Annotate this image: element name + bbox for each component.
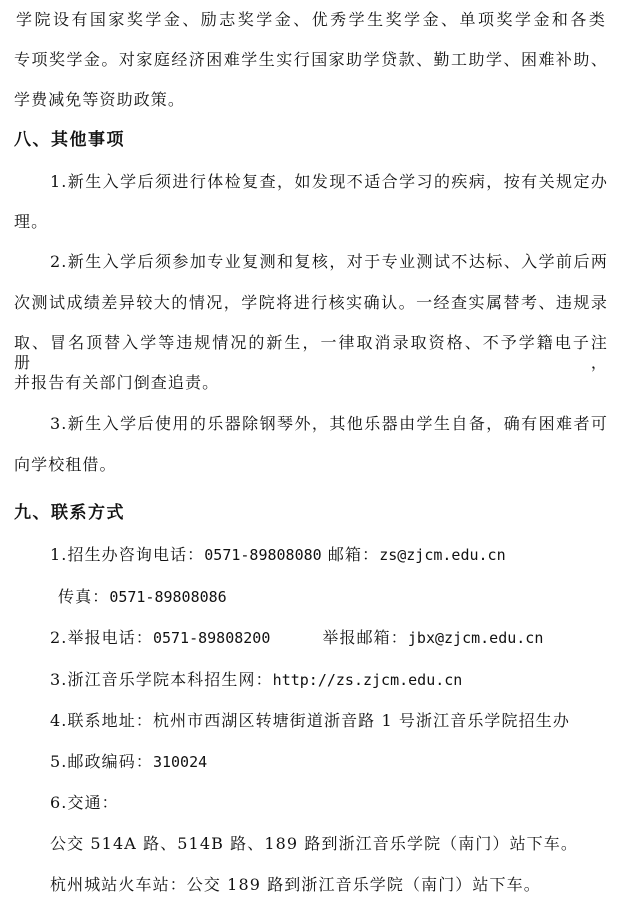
website-url: http://zs.zjcm.edu.cn xyxy=(272,671,463,689)
contact-label: 3.浙江音乐学院本科招生网： xyxy=(50,670,273,689)
contact-label: 2.举报电话： xyxy=(50,628,153,647)
paragraph-line: 次测试成绩差异较大的情况，学院将进行核实确认。一经查实属替考、违规录 xyxy=(14,293,608,312)
fax-number: 0571-89808086 xyxy=(109,588,227,606)
fax-line xyxy=(58,587,227,607)
fax-label: 传真： xyxy=(58,587,110,606)
report-line xyxy=(50,628,543,648)
paragraph-line: 2.新生入学后须参加专业复测和复核，对于专业测试不达标、入学前后两 xyxy=(50,252,608,271)
section-heading: 九、联系方式 xyxy=(14,503,125,523)
transit-line: 杭州城站火车站：公交 189 路到浙江音乐学院（南门）站下车。 xyxy=(50,875,541,894)
contact-phone-line xyxy=(50,545,506,565)
contact-label: 5.邮政编码： xyxy=(50,752,153,771)
phone-number: 0571-89808200 xyxy=(152,629,271,647)
transit-line: 公交 514A 路、514B 路、189 路到浙江音乐学院（南门）站下车。 xyxy=(50,834,578,853)
postcode-line xyxy=(50,752,207,772)
paragraph-line: 向学校租借。 xyxy=(14,455,117,474)
paragraph-line: 专项奖学金。对家庭经济困难学生实行国家助学贷款、勤工助学、困难补助、 xyxy=(14,50,608,69)
phone-number: 0571-89808080 xyxy=(204,546,322,564)
section-heading: 八、其他事项 xyxy=(14,130,125,150)
paragraph-line: 1.新生入学后须进行体检复查，如发现不适合学习的疾病，按有关规定办 xyxy=(50,172,608,191)
email-label: 举报邮箱： xyxy=(322,628,408,647)
paragraph-line: 学费减免等资助政策。 xyxy=(14,90,186,109)
paragraph-line: 学院设有国家奖学金、励志奖学金、优秀学生奖学金、单项奖学金和各类 xyxy=(16,10,606,29)
email-address: zs@zjcm.edu.cn xyxy=(379,546,506,564)
contact-label: 1.招生办咨询电话： xyxy=(50,545,205,564)
email-address: jbx@zjcm.edu.cn xyxy=(407,629,544,647)
website-line xyxy=(50,670,462,690)
paragraph-line: 取、冒名顶替入学等违规情况的新生，一律取消录取资格、不予学籍电子注册， xyxy=(14,333,608,372)
paragraph-line: 理。 xyxy=(14,212,49,231)
paragraph-line: 3.新生入学后使用的乐器除钢琴外，其他乐器由学生自备，确有困难者可 xyxy=(50,414,608,433)
postcode: 310024 xyxy=(152,753,208,771)
transit-heading: 6.交通： xyxy=(50,793,119,812)
email-label: 邮箱： xyxy=(321,545,380,564)
paragraph-line: 并报告有关部门倒查追责。 xyxy=(14,373,220,392)
address-line: 4.联系地址：杭州市西湖区转塘街道浙音路 1 号浙江音乐学院招生办 xyxy=(50,711,570,730)
